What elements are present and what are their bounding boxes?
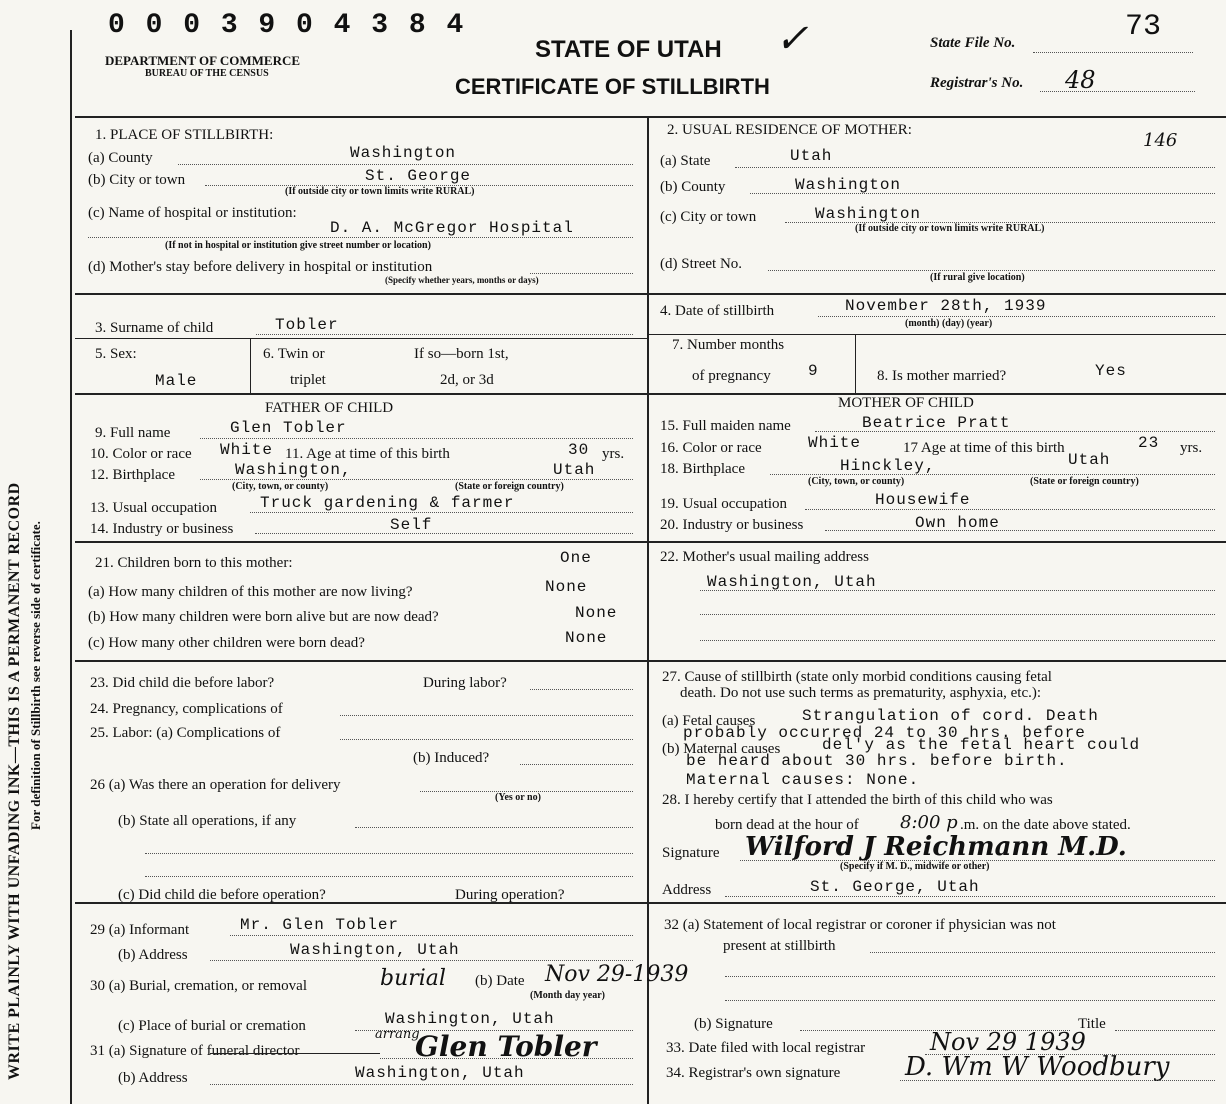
cause-heading-2: death. Do not use such terms as prematurity, asphyxia, etc.): [680,685,1042,701]
city-note: (If outside city or town limits write RURAL) [285,186,475,197]
mother-birthplace-state: Utah [1068,451,1111,469]
father-color-label: 10. Color or race [90,446,192,462]
sex-label: 5. Sex: [95,346,137,362]
res-state-label: (a) State [660,153,711,169]
q23b-label: During labor? [423,675,507,691]
permanent-record-notice: WRITE PLAINLY WITH UNFADING INK—THIS IS A PERMANENT RECORD [6,482,23,1080]
res-county-label: (b) County [660,179,726,195]
children-dead-label: (b) How many children were born alive but are now dead? [88,609,439,625]
state-title: STATE OF UTAH [535,36,722,63]
father-occupation-value: Truck gardening & farmer [260,494,515,512]
fetal-line-1: Strangulation of cord. Death [802,707,1099,725]
mother-industry-value: Own home [915,514,1000,532]
registrar-value: 48 [1065,66,1096,94]
burial-date-label: (b) Date [475,973,525,989]
county-label: (a) County [88,150,153,166]
mother-birthplace-note-1: (City, town, or county) [808,476,905,487]
state-file-value: 73 [1125,10,1162,44]
married-value: Yes [1095,362,1127,380]
res-street-note: (If rural give location) [930,272,1025,283]
twin-so-label: If so—born 1st, [414,346,509,362]
city-value: St. George [365,167,472,185]
q24-label: 24. Pregnancy, complications of [90,701,283,717]
fetal-line-4: be heard about 30 hrs. before birth. [686,752,1068,770]
certify-line-2b: .m. on the date above stated. [960,817,1131,833]
maternal-value: Maternal causes: None. [686,771,920,789]
fetal-line-3: del'y as the fetal heart could [822,736,1141,754]
address-label: Address [662,882,712,898]
mother-color-label: 16. Color or race [660,440,762,456]
surname-value: Tobler [275,316,339,334]
serial-number: 0 0 0 3 9 0 4 3 8 4 [108,10,466,41]
residence-heading: 2. USUAL RESIDENCE OF MOTHER: [667,122,912,138]
bureau: BUREAU OF THE CENSUS [145,68,269,79]
res-county-value: Washington [795,176,902,194]
father-heading: FATHER OF CHILD [265,400,394,416]
children-living-label: (a) How many children of this mother are now living? [88,584,413,600]
director-note: arrang [375,1027,420,1042]
q25-label: 25. Labor: (a) Complications of [90,725,281,741]
father-age-label: 11. Age at time of this birth [285,446,450,462]
mother-heading: MOTHER OF CHILD [838,395,974,411]
director-label: 31 (a) Signature of funeral director [90,1043,300,1059]
mailing-label: 22. Mother's usual mailing address [660,549,869,565]
father-yrs: yrs. [602,446,625,462]
children-stillborn-label: (c) How many other children were born dead? [88,635,365,651]
certify-line-1: 28. I hereby certify that I attended the birth of this child who was [662,792,1053,808]
children-stillborn-value: None [565,629,608,647]
res-street-label: (d) Street No. [660,256,743,272]
informant-value: Mr. Glen Tobler [240,916,400,934]
mother-industry-label: 20. Industry or business [660,517,804,533]
mother-birthplace-label: 18. Birthplace [660,461,745,477]
mother-maiden-value: Beatrice Pratt [862,414,1011,432]
mother-age-value: 23 [1138,434,1160,452]
date-note: (month) (day) (year) [905,318,993,329]
q26a-note: (Yes or no) [495,792,541,803]
res-state-value: Utah [790,147,833,165]
state-file-label: State File No. [930,35,1016,51]
burial-label: 30 (a) Burial, cremation, or removal [90,978,308,994]
father-industry-label: 14. Industry or business [90,521,234,537]
res-city-label: (c) City or town [660,209,757,225]
informant-address-label: (b) Address [118,947,188,963]
registrar-statement-1: 32 (a) Statement of local registrar or coroner if physician was not [664,917,1056,933]
children-dead-value: None [575,604,618,622]
res-city-note: (If outside city or town limits write RURAL) [855,223,1045,234]
mother-yrs: yrs. [1180,440,1203,456]
check-mark: ✓ [775,16,809,61]
burial-place-value: Washington, Utah [385,1010,555,1028]
mother-occupation-value: Housewife [875,491,971,509]
burial-date-note: (Month day year) [530,990,605,1001]
q26c-b-label: During operation? [455,887,565,903]
date-label: 4. Date of stillbirth [660,303,775,319]
q26b-label: (b) State all operations, if any [118,813,297,829]
county-value: Washington [350,144,457,162]
surname-label: 3. Surname of child [95,320,214,336]
stillbirth-definition-note: For definition of Stillbirth see reverse side of certificate. [28,521,43,830]
informant-label: 29 (a) Informant [90,922,190,938]
signature-label: Signature [662,845,720,861]
date-filed-value: Nov 29 1939 [930,1028,1086,1056]
director-address-value: Washington, Utah [355,1064,525,1082]
fetal-label: (a) Fetal causes [662,713,756,729]
father-birthplace-note-1: (City, town, or county) [232,481,329,492]
father-industry-value: Self [390,516,433,534]
registrar-title-label: Title [1078,1016,1106,1032]
cause-heading-1: 27. Cause of stillbirth (state only morbid conditions causing fetal [662,669,1052,685]
q25b-label: (b) Induced? [413,750,490,766]
stay-label: (d) Mother's stay before delivery in hospital or institution [88,259,433,275]
city-label: (b) City or town [88,172,186,188]
hospital-note: (If not in hospital or institution give street number or location) [165,240,431,251]
father-color-value: White [220,441,274,459]
physician-signature: Wilford J Reichmann M.D. [745,832,1127,862]
margin-mark: 146 [1143,130,1178,151]
mother-birthplace-city: Hinckley, [840,457,936,475]
hospital-label: (c) Name of hospital or institution: [88,205,297,221]
burial-value: burial [380,966,446,991]
hour-value: 8:00 p [900,812,958,833]
hospital-value: D. A. McGregor Hospital [330,219,574,237]
triplet-label: triplet [290,372,326,388]
father-birthplace-label: 12. Birthplace [90,467,175,483]
children-born-value: One [560,549,592,567]
father-name-label: 9. Full name [95,425,171,441]
date-filed-label: 33. Date filed with local registrar [666,1040,866,1056]
fetal-line-2: probably occurred 24 to 30 hrs. before [683,724,1086,742]
place-heading: 1. PLACE OF STILLBIRTH: [95,127,274,143]
registrar-signature-label: (b) Signature [694,1016,773,1032]
father-name-value: Glen Tobler [230,419,347,437]
signature-note: (Specify if M. D., midwife or other) [840,861,990,872]
mailing-value: Washington, Utah [707,573,877,591]
mother-age-label: 17 Age at time of this birth [903,440,1065,456]
informant-address-value: Washington, Utah [290,941,460,959]
certify-line-2a: born dead at the hour of [715,817,859,833]
mother-occupation-label: 19. Usual occupation [660,496,788,512]
months-value: 9 [808,362,819,380]
father-occupation-label: 13. Usual occupation [90,500,218,516]
twin-label: 6. Twin or [263,346,325,362]
director-address-label: (b) Address [118,1070,188,1086]
mother-color-value: White [808,434,862,452]
registrar-statement-2: present at stillbirth [723,938,836,954]
res-city-value: Washington [815,205,922,223]
father-birthplace-city: Washington, [235,461,352,479]
children-born-label: 21. Children born to this mother: [95,555,293,571]
document-title: CERTIFICATE OF STILLBIRTH [455,74,770,99]
director-signature: Glen Tobler [415,1030,597,1063]
months-label-2: of pregnancy [692,368,771,384]
married-label: 8. Is mother married? [877,368,1007,384]
physician-address: St. George, Utah [810,878,980,896]
burial-place-label: (c) Place of burial or cremation [118,1018,306,1034]
q23-label: 23. Did child die before labor? [90,675,275,691]
department: DEPARTMENT OF COMMERCE [105,53,301,68]
burial-date-value: Nov 29-1939 [545,962,689,987]
father-birthplace-state: Utah [553,461,596,479]
date-value: November 28th, 1939 [845,297,1047,315]
q26c-label: (c) Did child die before operation? [118,887,326,903]
stay-note: (Specify whether years, months or days) [385,275,539,285]
registrar-own-signature: D. Wm W Woodbury [905,1052,1170,1082]
sex-value: Male [155,372,198,390]
mother-birthplace-note-2: (State or foreign country) [1030,476,1139,487]
mother-maiden-label: 15. Full maiden name [660,418,791,434]
father-birthplace-note-2: (State or foreign country) [455,481,564,492]
months-label: 7. Number months [672,337,785,353]
maternal-label: (b) Maternal causes [662,741,781,757]
registrar-label: Registrar's No. [930,75,1024,91]
father-age-value: 30 [568,441,590,459]
triplet-order-label: 2d, or 3d [440,372,494,388]
children-living-value: None [545,578,588,596]
q26a-label: 26 (a) Was there an operation for delivery [90,777,341,793]
registrar-own-signature-label: 34. Registrar's own signature [666,1065,841,1081]
